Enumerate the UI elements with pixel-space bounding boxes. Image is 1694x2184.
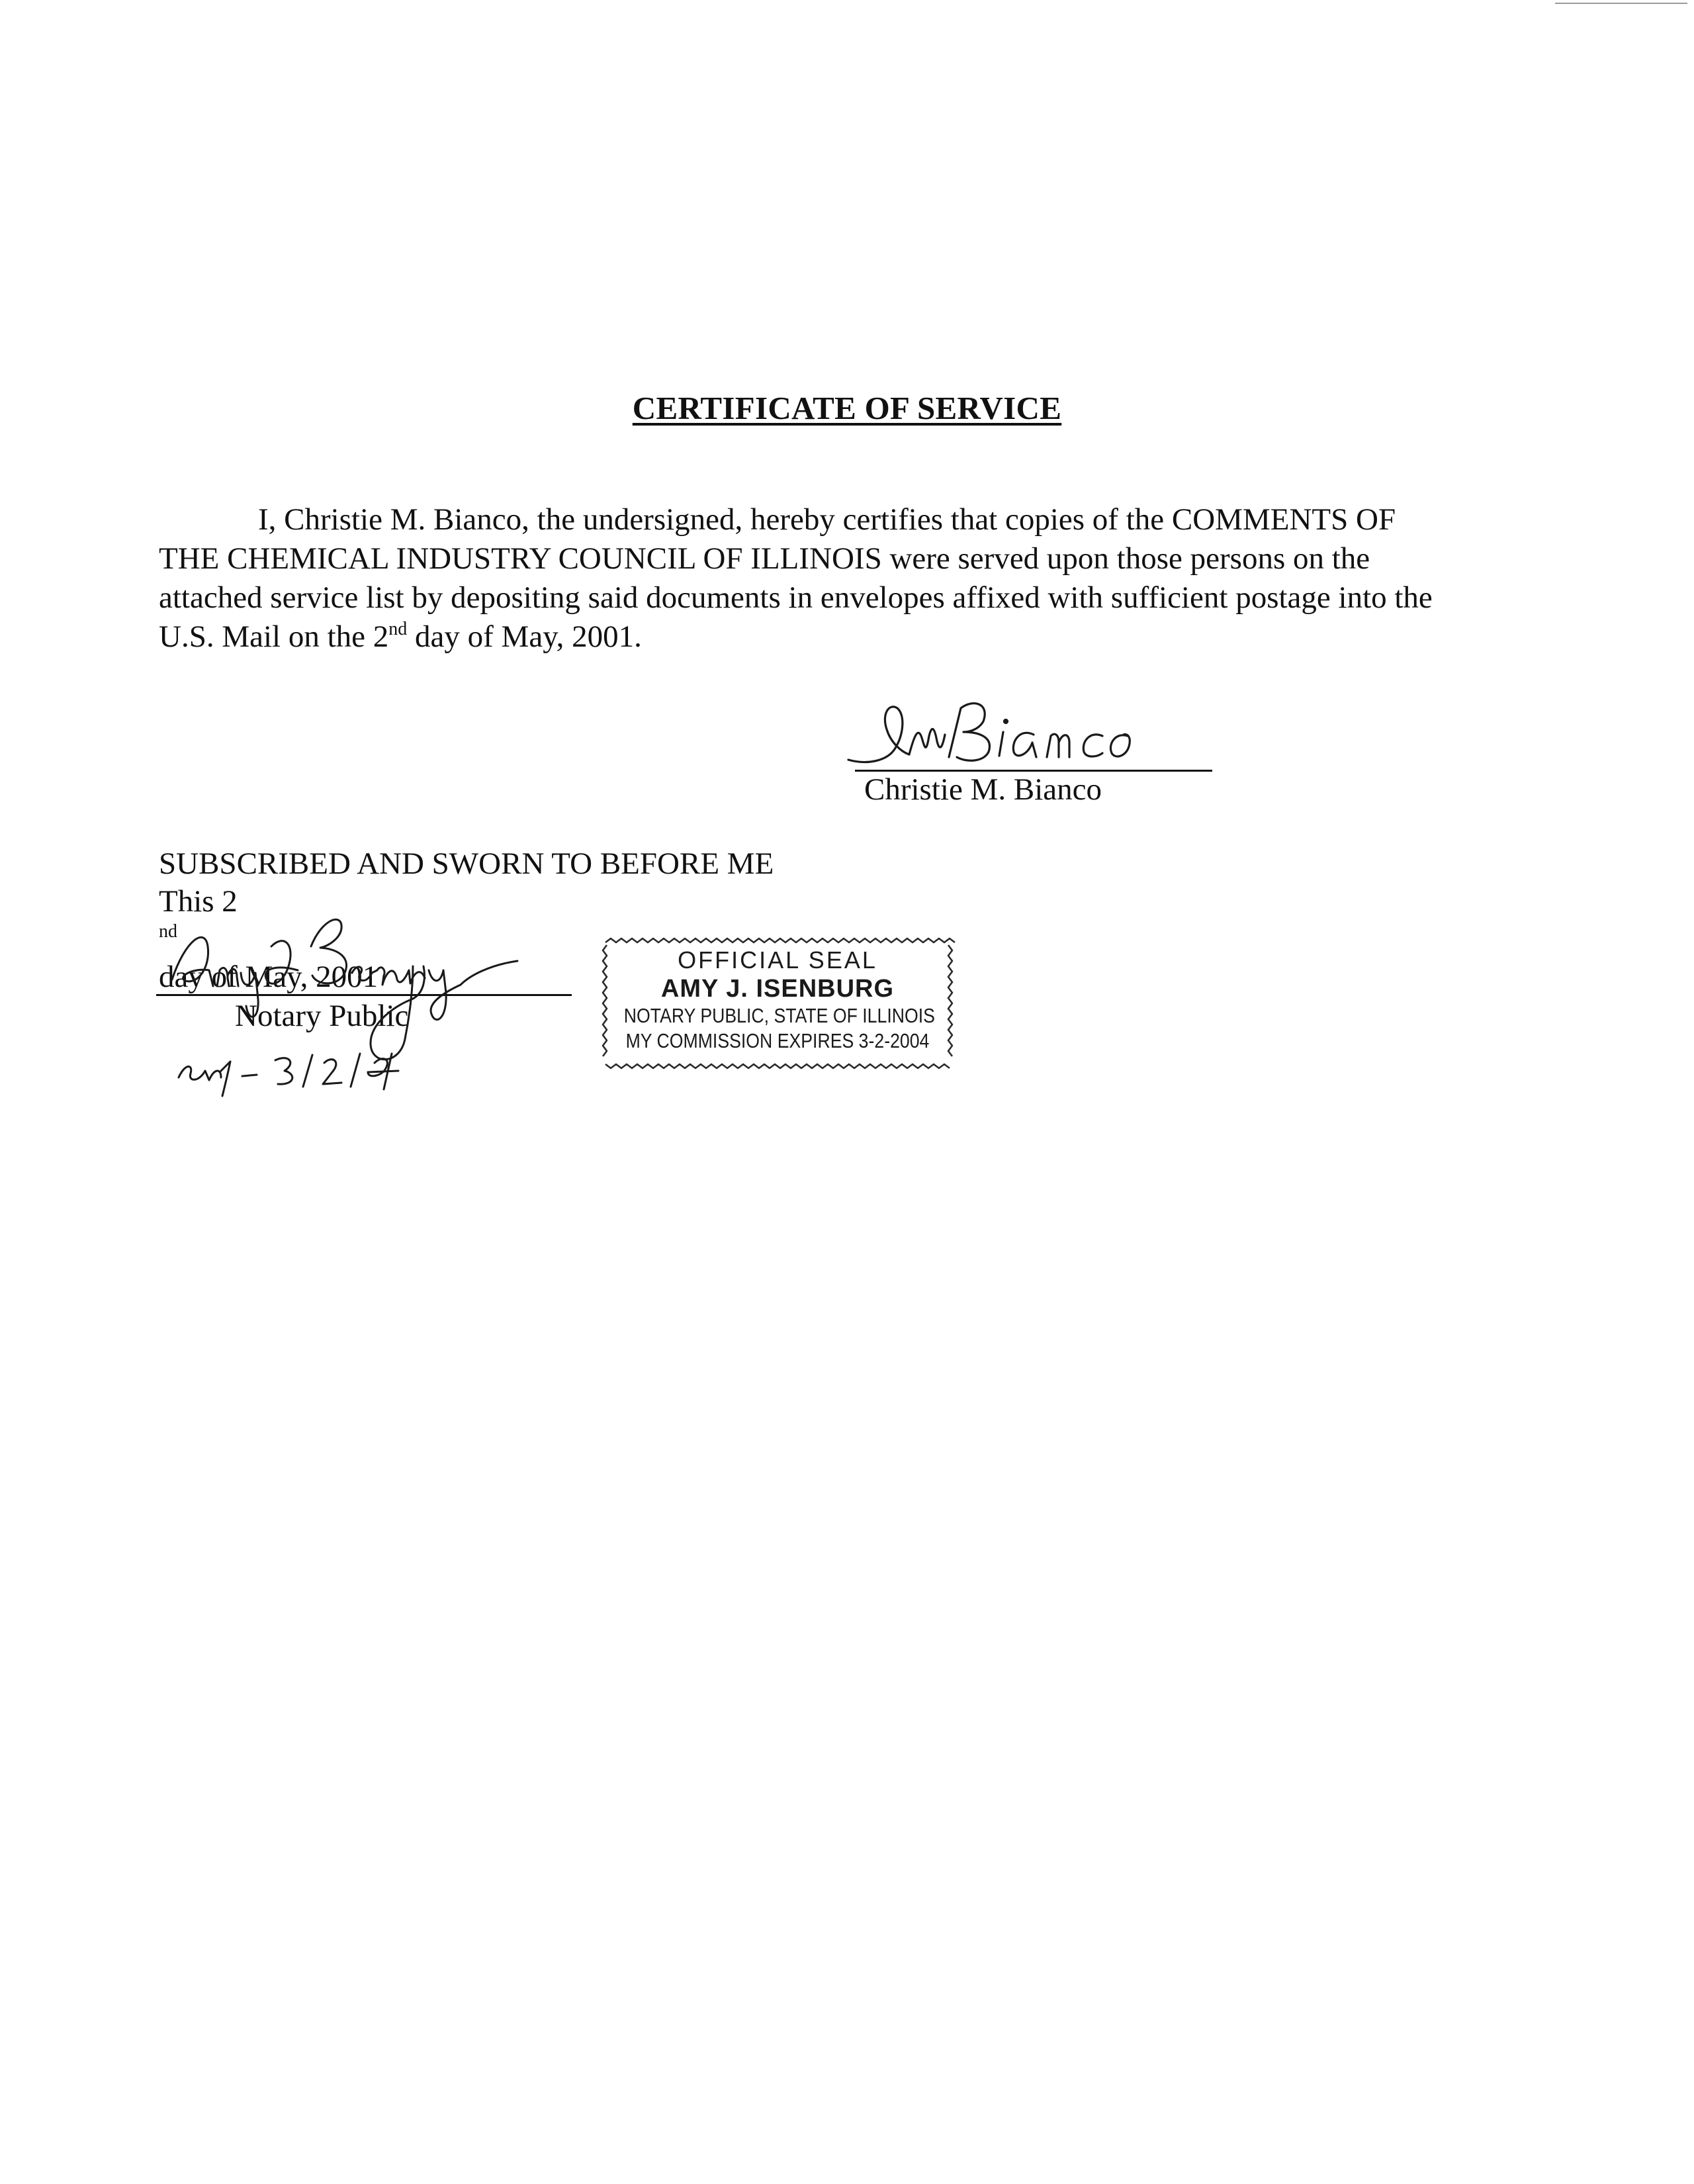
body-line-1: I, Christie M. Bianco, the undersigned, hereby certifies that copies of the COMMENTS OF — [258, 502, 1396, 537]
notary-label: Notary Public — [235, 999, 409, 1033]
sworn-ordinal-suffix: nd — [159, 921, 177, 942]
document-title: CERTIFICATE OF SERVICE — [632, 390, 1062, 426]
notary-signature — [159, 907, 622, 1099]
ordinal-suffix: nd — [388, 619, 408, 639]
seal-heading: OFFICIAL SEAL — [678, 946, 877, 974]
signer-signature — [840, 688, 1224, 774]
body-line-3: attached service list by depositing said documents in envelopes affixed with sufficient postage into the — [159, 580, 1433, 615]
body-line-4-end: day of May, 2001. — [407, 619, 642, 654]
body-line-2: THE CHEMICAL INDUSTRY COUNCIL OF ILLINOIS were served upon those persons on the — [159, 541, 1370, 576]
sworn-date-start: This 2 — [159, 884, 238, 919]
seal-state-line: NOTARY PUBLIC, STATE OF ILLINOIS — [623, 1004, 935, 1027]
signer-name: Christie M. Bianco — [864, 772, 1102, 807]
official-seal-stamp — [599, 933, 956, 1075]
sworn-heading: SUBSCRIBED AND SWORN TO BEFORE ME — [159, 846, 774, 881]
scan-edge-rule — [1555, 3, 1687, 4]
seal-notary-name: AMY J. ISENBURG — [660, 975, 895, 1003]
body-line-4-start: U.S. Mail on the 2 — [159, 619, 389, 654]
certificate-body — [159, 500, 1522, 657]
body-line-4 — [159, 617, 1522, 657]
sworn-date-end: day of May, 2001 — [159, 960, 379, 994]
seal-expiry-line: MY COMMISSION EXPIRES 3-2-2004 — [625, 1029, 930, 1052]
